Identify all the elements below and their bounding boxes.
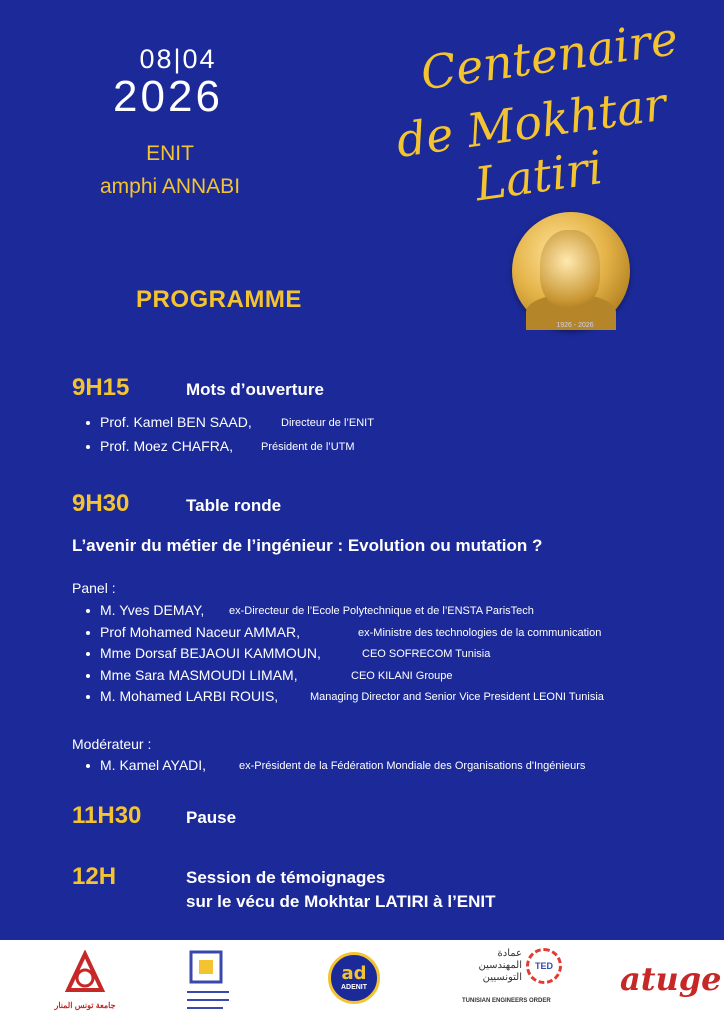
- list-item: [86, 757, 586, 775]
- panel-list: [86, 602, 604, 710]
- list-item: [86, 688, 604, 710]
- panelist-role: CEO KILANI Groupe: [351, 669, 453, 682]
- session-title: Session de témoignages: [186, 868, 386, 887]
- panelist-role: CEO SOFRECOM Tunisia: [362, 648, 491, 660]
- session-subtitle: L’avenir du métier de l’ingénieur : Evolution ou mutation ?: [72, 536, 543, 555]
- moderator-label: Modérateur :: [72, 736, 152, 752]
- list-item: [86, 666, 453, 689]
- list-item: [86, 645, 491, 667]
- panelist-name: Mme Sara MASMOUDI LIMAM,: [100, 666, 298, 683]
- panelist-role: Managing Director and Senior Vice President LEONI Tunisia: [310, 691, 604, 703]
- session-time: 12H: [72, 863, 117, 890]
- panelist-name: M. Yves DEMAY,: [100, 602, 205, 618]
- event-date: 08|04: [139, 44, 217, 74]
- moderator-list: [86, 757, 586, 775]
- moderator-role: ex-Président de la Fédération Mondiale des Organisations d'Ingénieurs: [239, 760, 586, 772]
- partner-logos: [0, 940, 724, 1024]
- programme-heading: PROGRAMME: [136, 286, 302, 313]
- speaker-role: Président de l’UTM: [261, 441, 355, 453]
- session-title-cont: sur le vécu de Mokhtar LATIRI à l’ENIT: [186, 892, 496, 911]
- panelist-role: ex-Ministre des technologies de la communication: [358, 626, 602, 639]
- speaker-name: Prof. Moez CHAFRA,: [100, 438, 234, 454]
- engineers-order-logo: [462, 946, 572, 1016]
- list-item: [86, 623, 602, 646]
- moderator-name: M. Kamel AYADI,: [100, 757, 207, 773]
- session-time: 9H30: [72, 490, 130, 517]
- atuge-logo: atuge: [620, 960, 722, 998]
- title-line-1: Centenaire: [417, 10, 682, 101]
- university-logo-text: جامعة تونس المنار: [54, 1001, 116, 1010]
- session-time: 11H30: [72, 802, 142, 829]
- school-logo: [183, 948, 233, 1014]
- list-item: [86, 414, 374, 438]
- panelist-name: Mme Dorsaf BEJAOUI KAMMOUN,: [100, 645, 321, 661]
- adenit-logo-text: ADENIT: [340, 984, 368, 991]
- title-line-2: de Mokhtar Latiri: [393, 76, 670, 212]
- session-title: Pause: [186, 808, 237, 827]
- medal-caption: 1926 - 2026: [556, 322, 594, 329]
- panelist-name: M. Mohamed LARBI ROUIS,: [100, 688, 279, 704]
- engineers-order-arabic-1: عمادة: [497, 948, 522, 959]
- engineers-order-arabic-2: المهندسين: [478, 960, 522, 971]
- venue-room: amphi ANNABI: [99, 175, 241, 198]
- event-year: 2026: [113, 72, 223, 121]
- adenit-logo: ad ADENIT: [328, 952, 380, 1004]
- engineers-order-arabic-3: التونسيين: [482, 972, 522, 983]
- ted-badge: TED: [526, 948, 562, 984]
- speaker-name: Prof. Kamel BEN SAAD,: [100, 414, 252, 430]
- panelist-role: ex-Directeur de l’Ecole Polytechnique et de l’ENSTA ParisTech: [229, 605, 534, 617]
- panel-label: Panel :: [72, 580, 116, 596]
- portrait-medal: [512, 212, 630, 330]
- list-item: [86, 438, 355, 462]
- session-title: Table ronde: [186, 496, 282, 515]
- speaker-list: [86, 414, 374, 462]
- university-logo: [50, 950, 120, 1014]
- session-title: Mots d’ouverture: [186, 380, 324, 399]
- list-item: [86, 602, 534, 624]
- venue-school: ENIT: [146, 142, 194, 165]
- engineers-order-caption: TUNISIAN ENGINEERS ORDER: [462, 998, 551, 1004]
- speaker-role: Directeur de l’ENIT: [281, 417, 374, 429]
- session-time: 9H15: [72, 374, 130, 401]
- panelist-name: Prof Mohamed Naceur AMMAR,: [100, 623, 300, 640]
